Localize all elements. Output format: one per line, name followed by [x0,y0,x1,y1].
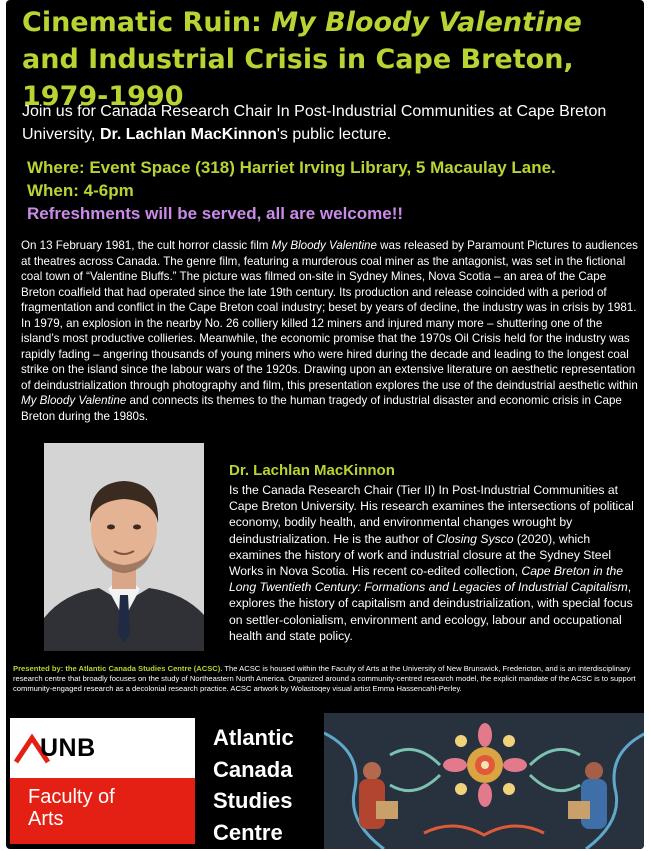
title-film: My Bloody Valentine [271,7,582,38]
unb-logo-panel [10,718,195,778]
presented-by [13,664,641,694]
faculty-line2: Arts [28,808,64,830]
bio-book-title-2: Cape Breton in the Long Twentieth Century: Formations and Legacies of Industrial Capitalism [229,564,628,595]
bio-part2: (2020), which examines the history of work and industrial closure at the Sydney Steel Works in Nova Scotia. His recent co-edited collection, [229,531,612,579]
title-part2: and Industrial Crisis in Cape Breton, 1979-1990 [22,44,574,112]
refreshments-note: Refreshments will be served, all are welcome!! [27,204,404,223]
wolastoqey-artwork [324,713,644,849]
unb-faculty-logo [10,718,195,844]
portrait-icon [44,443,204,651]
intro-part1: Join us for Canada Research Chair In Post-Industrial Communities at Cape Breton University, [22,103,607,143]
artwork-icon [324,713,644,849]
acsc-line2: Canada [213,756,293,782]
abstract-part1: On 13 February 1981, the cult horror classic film [21,239,272,252]
abstract-film-title-2: My Bloody Valentine [21,394,127,407]
faculty-line1: Faculty of [28,786,115,808]
presented-by-label: Presented by: the Atlantic Canada Studies Centre (ACSC). [13,664,223,673]
intro-speaker: Dr. Lachlan MacKinnon [99,126,277,143]
faculty-of-arts [28,786,188,830]
acsc-line4: Centre [213,819,283,845]
acsc-line1: Atlantic [213,725,294,750]
title-part1: Cinematic Ruin: [22,7,272,38]
event-location: Where: Event Space (318) Harriet Irving Library, 5 Macaulay Lane. [27,158,556,177]
abstract-part2: was released by Paramount Pictures to audiences at theatres across Canada. The genre film, featuring a murderous coal miner as the antagonist, was set in the fictional coal town of “Valentine Bluffs.” The picture was filmed on-site in Sydney Mines, Nova Scotia – an area of the Cape Breton coalfield that had operated since the late 19th century. Its production and release coincided with a period of fragmentation and conflict in the Cape Breton coal industry; beset by years of decline, the industry was in crisis by 1981. In 1979, an explosion in the nearby No. 26 colliery killed 12 miners and injured many more – shuttering one of the island’s most productive collieries. Meanwhile, the economic promise that the 1970s Oil Crisis held for the industry was rapidly fading – angering thousands of young miners who were hired during the decade and leading to the longest coal strike on the island since the labour wars of the 1920s. Drawing upon an extensive literature on aesthetic representation of deindustrialization through photography and film, this presentation explores the use of the deindustrial aesthetic within [21,239,638,392]
acsc-wordmark [213,722,294,848]
speaker-name: Dr. Lachlan MacKinnon [229,462,395,479]
poster-title [22,4,632,115]
abstract-film-title: My Bloody Valentine [271,239,377,252]
bio-part3: , explores the history of capitalism and deindustrialization, with special focus on settler-colonialism, environment and ecology, labour and occupational health and state policy. [229,580,633,643]
presented-by-text: The ACSC is housed within the Faculty of Arts at the University of New Brunswick, Fredericton, and is an interdisciplinary research centre that broadly focuses on the study of Northeastern North America. Organized around a community-centred research model, the explicit mandate of the ACSC is to support community-engaged research as a decolonial research practice. ACSC artwork by Wolastoqey visual artist Emma Hassencahl-Perley. [13,664,636,693]
bio-part1: Is the Canada Research Chair (Tier II) In Post-Industrial Communities at Cape Breton University. His research examines the intersections of political economy, bodily health, and environmental changes wrought by deindustrialization. He is the author of [229,483,634,546]
speaker-bio [229,482,641,644]
unb-wordmark: UNB [40,734,96,762]
event-time: When: 4-6pm [27,181,134,200]
abstract-part3: and connects its themes to the human tragedy of industrial disaster and economic crisis in Cape Breton during the 1980s. [21,394,622,423]
intro-text [22,100,634,146]
intro-part2: 's public lecture. [276,126,392,143]
bio-book-title: Closing Sysco [436,531,514,546]
lecture-abstract [21,238,641,424]
speaker-portrait [44,443,204,651]
acsc-line3: Studies [213,788,293,813]
